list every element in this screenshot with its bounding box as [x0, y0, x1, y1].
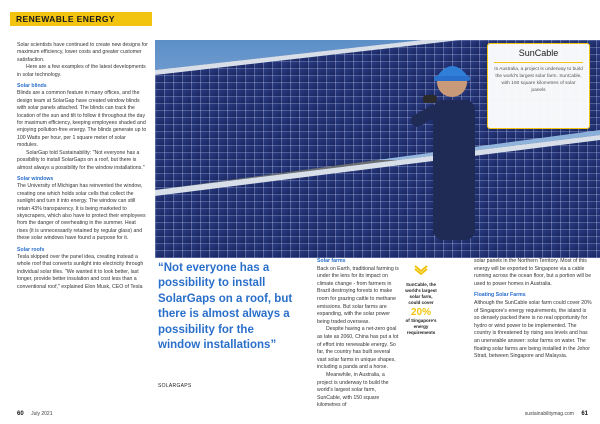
roofs-paragraph: Tesla skipped over the panel idea, creating instead a whole roof that converts sunlight into electricity through individual solar tiles. "We wanted it to look better, last longer, provide better insulation and cost less than a conventional roof," explained Elon Musk, CEO of Tesla	[17, 253, 144, 290]
subhead-solar-roofs: Solar roofs	[17, 246, 45, 253]
subhead-floating-solar-farms: Floating Solar Farms	[474, 292, 526, 299]
page-number-left: 60	[17, 411, 24, 417]
left-column	[17, 42, 148, 291]
suncable-divider	[494, 62, 583, 63]
infographic-caption: SunCable, the world's largest solar farm, could cover	[405, 282, 437, 305]
farms-paragraph-3: Meanwhile, in Australia, a project is underway to build the world's largest solar farm, SunCable, with 150 square kilometres of	[317, 371, 389, 409]
blinds-paragraph-2: SolarGap told Sustainability: "Not everyone has a possibility to install SolarGaps on a roof, but there is almost always a possibility for the window installations."	[17, 149, 145, 171]
middle-column	[317, 258, 401, 410]
section-tag: RENEWABLE ENERGY	[10, 12, 152, 26]
farms-paragraph: Back on Earth, traditional farming is under the lens for its impact on climate change - from farmers in Brazil destroying forests to make room for grazing cattle to methane emissions. But solar farms are expanding, with the solar power being traded overseas.	[317, 265, 399, 325]
intro-paragraph-2: Here are a few examples of the latest developments in solar technology.	[17, 64, 146, 78]
subhead-solar-windows: Solar windows	[17, 175, 54, 182]
subhead-solar-farms: Solar farms	[317, 258, 346, 264]
infographic-caption-2: of Singapore's energy requirements	[405, 318, 437, 335]
windows-paragraph: The University of Michigan has reinvented the window, creating one which holds solar cells that collect the sunlight and turn it into energy. The window can still retain 43% transparency. It is being marketed to skyscrapers, which also have to protect their employees from the danger of overheating in the summer. Heat rises (it is unnecessarily retained by regular glass) and these solar windows have found a purpose for it.	[17, 183, 146, 242]
blinds-paragraph: Blinds are a common feature in many offices, and the design team at SolarGap have created window blinds with solar panels attached. The blinds can track the location of the sun and tilt to follow it throughout the day for maximum efficiency, keeping employees shaded and enjoying pollution-free energy. The blinds generate up to 100 Watts per hour, per 1 square meter of solar modules.	[17, 90, 147, 149]
pull-quote: “Not everyone has a possibility to install SolarGaps on a roof, but there is almost always a possibility for the window installations”	[158, 262, 293, 352]
floating-paragraph: Although the SunCable solar farm could cover 20% of Singapore's energy requirements, the island is so densely packed there is no real opportunity for hydro or wind power to be implemented. The country is threatened by rising sea levels and has an unenviable answer: solar farms on water. The floating solar farms are being installed in the Johor Strait, between Singapore and Malaysia.	[474, 299, 592, 360]
site-url: sustainabilitymag.com	[524, 411, 574, 417]
infographic-percent: 20%	[410, 307, 431, 318]
suncable-body: In Australia, a project is underway to build the world's largest solar farm. SunCable, with 150 square kilometres of solar panels	[494, 67, 583, 93]
subhead-solar-blinds: Solar blinds	[17, 83, 47, 90]
issue-date: July 2021	[31, 411, 53, 417]
farms-paragraph-2: Despite having a net-zero goal as late as 2060, China has put a lot of effort into renewable energy. So far, the country has built several vast solar farms in unique shapes, including a panda and a horse.	[317, 326, 399, 371]
chevron-down-icon	[414, 265, 428, 275]
footer-right	[525, 411, 588, 417]
intro-paragraph: Solar scientists have continued to create new designs for maximum efficiency, lower costs and greater customer satisfaction.	[17, 42, 148, 63]
suncable-info-box	[487, 43, 590, 129]
right-column	[474, 258, 592, 361]
suncable-continued-paragraph: solar panels in the Northern Territory. Most of this energy will be exported to Singapore via a cable running across the ocean floor, but a portion will be used to power homes in Australia.	[474, 258, 592, 287]
suncable-infographic	[404, 262, 438, 336]
suncable-title: SunCable	[518, 48, 559, 58]
page-number-right: 61	[581, 411, 588, 417]
footer-left	[17, 411, 52, 417]
pull-quote-attribution: SOLARGAPS	[158, 383, 192, 389]
